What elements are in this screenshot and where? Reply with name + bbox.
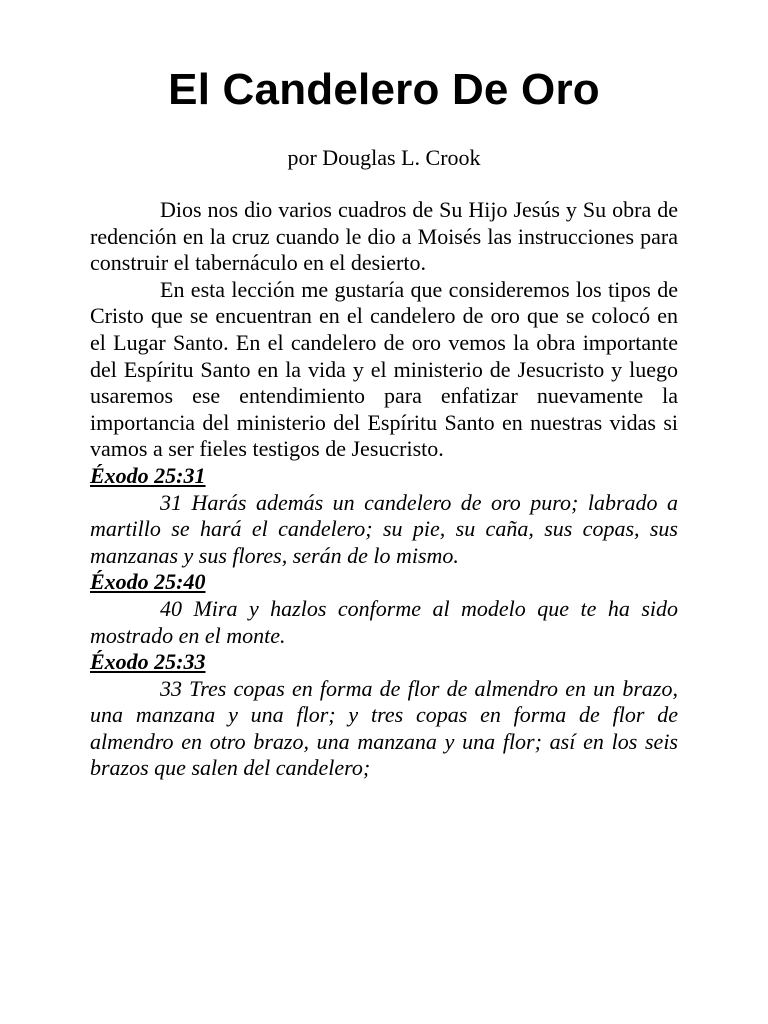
scripture-verse: 40 Mira y hazlos conforme al modelo que te ha sido mostrado en el monte. bbox=[90, 595, 678, 648]
scripture-reference: Éxodo 25:33 bbox=[90, 649, 206, 675]
scripture-reference: Éxodo 25:40 bbox=[90, 569, 206, 595]
scripture-verse: 31 Harás además un candelero de oro puro; labrado a martillo se hará el candelero; su pie, su caña, sus copas, sus manzanas y sus flores, serán de lo mismo. bbox=[90, 489, 678, 568]
document-title: El Candelero De Oro bbox=[168, 65, 600, 114]
paragraph: En esta lección me gustaría que consideremos los tipos de Cristo que se encuentran en el candelero de oro que se colocó en el Lugar Santo. En el candelero de oro vemos la obra importante del Espíritu Santo en la vida y el ministerio de Jesucristo y luego usaremos ese entendimiento para enfatizar nuevamente la importancia del ministerio del Espíritu Santo en nuestras vidas si vamos a ser fieles testigos de Jesucristo. bbox=[90, 276, 678, 462]
scripture-verse: 33 Tres copas en forma de flor de almendro en un brazo, una manzana y una flor; y tres copas en forma de flor de almendro en otro brazo, una manzana y una flor; así en los seis brazos que salen del candelero; bbox=[90, 675, 678, 781]
document-body bbox=[90, 197, 678, 782]
author-line: por Douglas L. Crook bbox=[287, 145, 481, 170]
paragraph: Dios nos dio varios cuadros de Su Hijo Jesús y Su obra de redención en la cruz cuando le dio a Moisés las instrucciones para construir el tabernáculo en el desierto. bbox=[90, 197, 678, 276]
scripture-reference: Éxodo 25:31 bbox=[90, 462, 206, 488]
